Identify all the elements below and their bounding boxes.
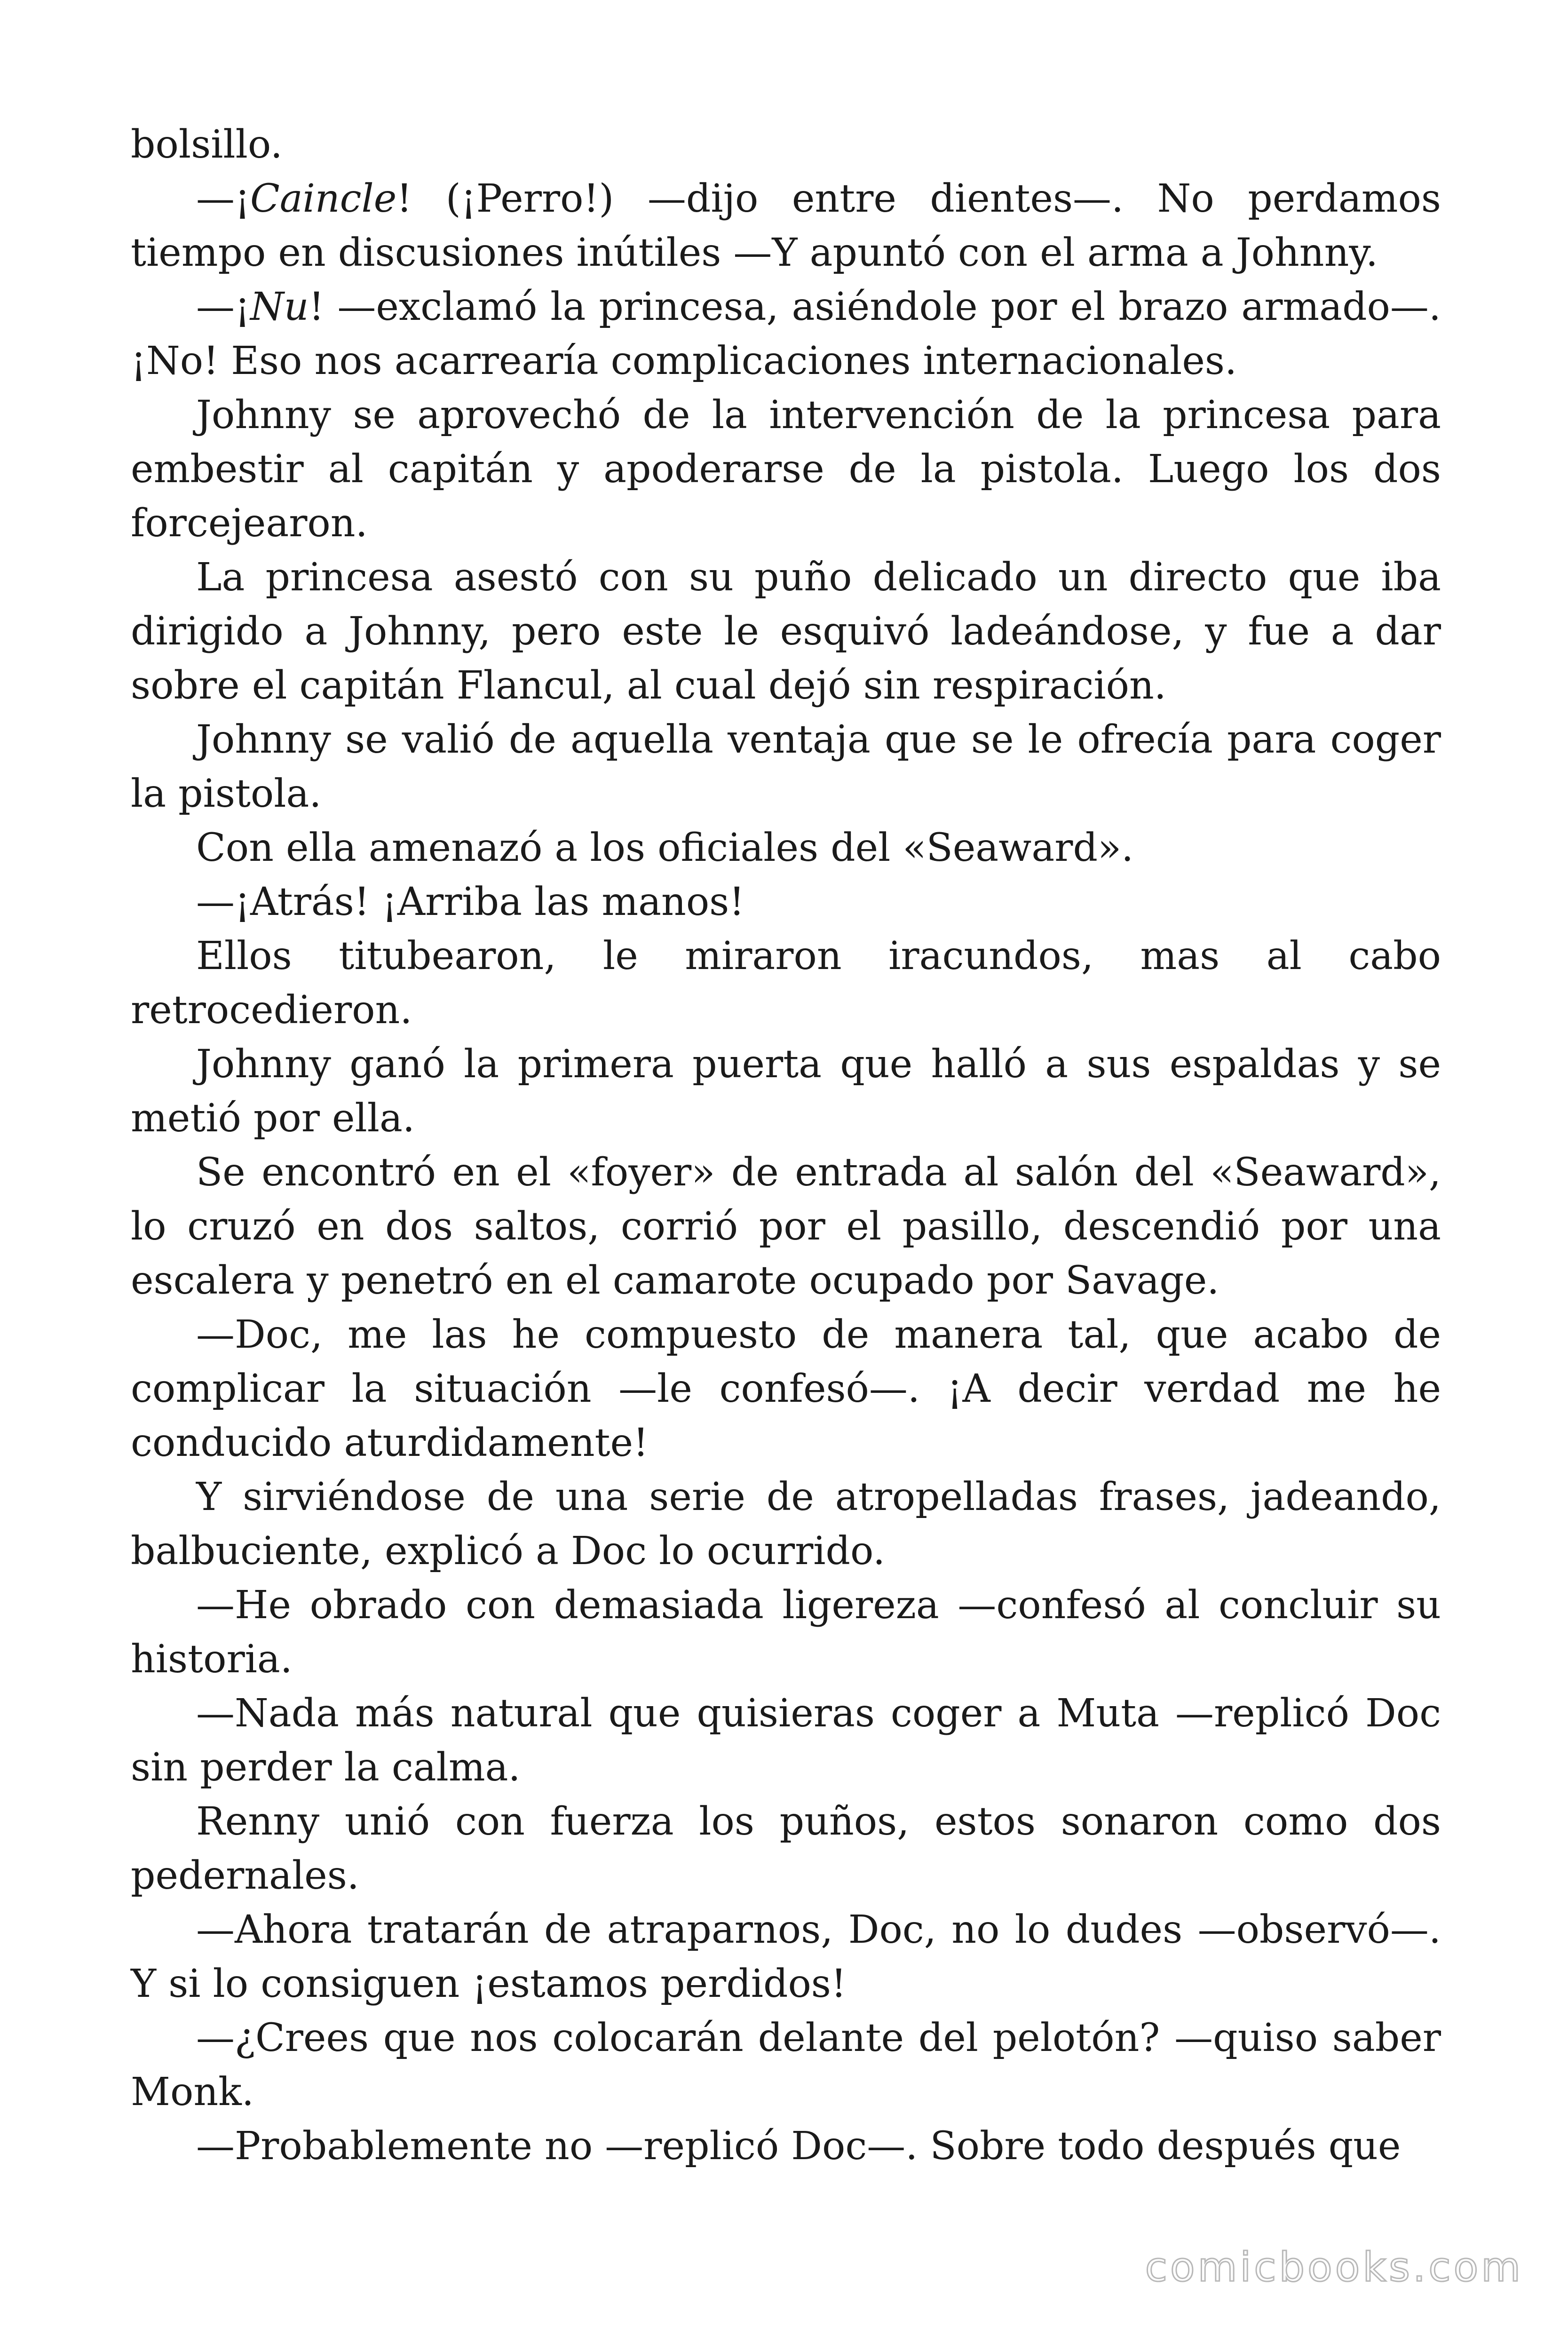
text-run: Se encontró en el «foyer» de entrada al salón del «Seaward», lo cruzó en dos saltos, corrió por el pasillo, descendió por una escalera y penetró en el camarote ocupado por Savage. xyxy=(131,1150,1441,1303)
text-run: —¡ xyxy=(196,285,250,329)
paragraph xyxy=(131,1145,1441,1308)
italic-text: Caincle xyxy=(250,176,397,221)
paragraph xyxy=(131,550,1441,713)
paragraph xyxy=(131,1795,1441,1903)
text-run: bolsillo. xyxy=(131,122,283,167)
text-run: La princesa asestó con su puño delicado un directo que iba dirigido a Johnny, pero este le esquivó ladeándose, y fue a dar sobre el capitán Flancul, al cual dejó sin respiración. xyxy=(131,555,1441,708)
text-run: —Nada más natural que quisieras coger a Muta —replicó Doc sin perder la calma. xyxy=(131,1691,1441,1790)
paragraph xyxy=(131,1308,1441,1470)
text-run: —¿Crees que nos colocarán delante del pelotón? —quiso saber Monk. xyxy=(131,2016,1441,2114)
text-run: Con ella amenazó a los oficiales del «Seaward». xyxy=(196,826,1134,870)
paragraph xyxy=(131,388,1441,550)
paragraph xyxy=(131,1903,1441,2011)
paragraph xyxy=(131,2011,1441,2119)
text-run: Ellos titubearon, le miraron iracundos, mas al cabo retrocedieron. xyxy=(131,934,1441,1033)
text-run: Johnny ganó la primera puerta que halló a sus espaldas y se metió por ella. xyxy=(131,1042,1441,1141)
paragraph xyxy=(131,929,1441,1037)
text-run: Johnny se aprovechó de la intervención de la princesa para embestir al capitán y apoderarse de la pistola. Luego los dos forcejearon. xyxy=(131,393,1441,546)
text-run: ! —exclamó la princesa, asiéndole por el brazo armado—. ¡No! Eso nos acarrearía complicaciones internacionales. xyxy=(131,285,1441,383)
text-run: Y sirviéndose de una serie de atropelladas frases, jadeando, balbuciente, explicó a Doc lo ocurrido. xyxy=(131,1475,1441,1573)
italic-text: Nu xyxy=(250,285,309,329)
text-run: Johnny se valió de aquella ventaja que se le ofrecía para coger la pistola. xyxy=(131,717,1441,816)
text-run: —Ahora tratarán de atraparnos, Doc, no lo dudes —observó—. Y si lo consiguen ¡estamos perdidos! xyxy=(131,1907,1441,2006)
paragraph xyxy=(131,821,1441,875)
paragraph xyxy=(131,875,1441,929)
body-text xyxy=(131,118,1441,2173)
text-run: —¡Atrás! ¡Arriba las manos! xyxy=(196,880,745,924)
text-run: —Doc, me las he compuesto de manera tal, que acabo de complicar la situación —le confesó—. ¡A decir verdad me he conducido aturdidamente! xyxy=(131,1312,1441,1465)
text-run: ! (¡Perro!) —dijo entre dientes—. No perdamos tiempo en discusiones inútiles —Y apuntó con el arma a Johnny. xyxy=(131,176,1441,275)
paragraph xyxy=(131,280,1441,388)
paragraph xyxy=(131,118,1441,172)
paragraph xyxy=(131,1686,1441,1795)
paragraph xyxy=(131,713,1441,821)
paragraph xyxy=(131,172,1441,280)
paragraph xyxy=(131,1578,1441,1686)
text-run: Renny unió con fuerza los puños, estos sonaron como dos pedernales. xyxy=(131,1799,1441,1898)
paragraph xyxy=(131,2119,1441,2173)
paragraph xyxy=(131,1470,1441,1578)
text-run: —¡ xyxy=(196,176,250,221)
paragraph xyxy=(131,1037,1441,1145)
text-run: —Probablemente no —replicó Doc—. Sobre todo después que xyxy=(196,2124,1401,2169)
watermark: comicbooks.com xyxy=(1145,2244,1523,2291)
text-run: —He obrado con demasiada ligereza —confesó al concluir su historia. xyxy=(131,1583,1441,1682)
